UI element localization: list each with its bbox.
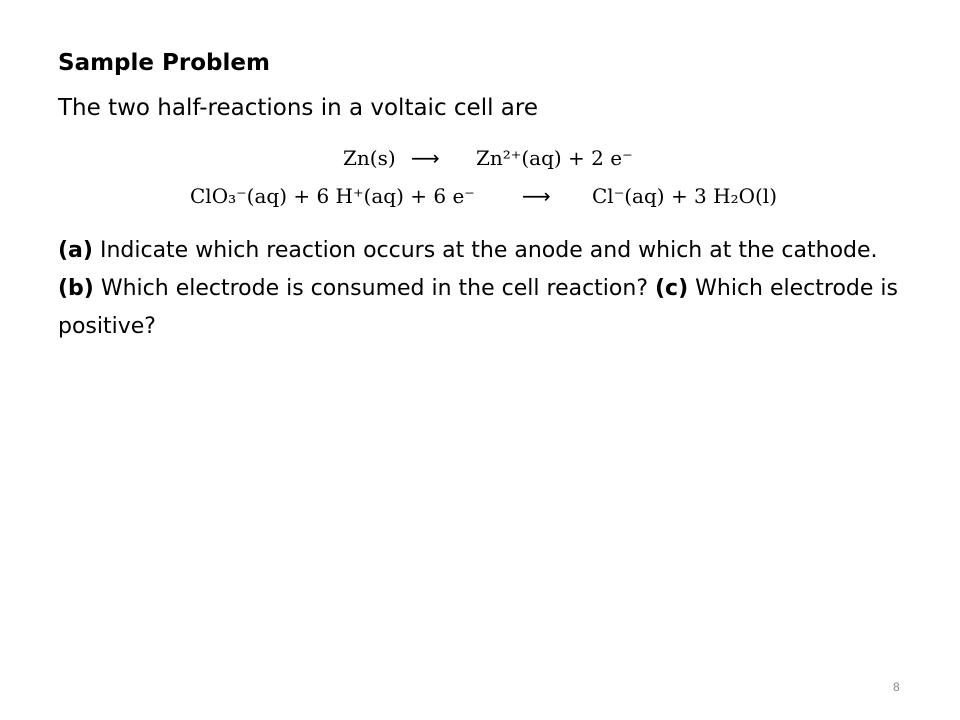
question-c-text: Which electrode is positive? xyxy=(58,276,898,339)
question-b-text: Which electrode is consumed in the cell reaction? xyxy=(93,276,655,301)
equation-row xyxy=(0,184,960,222)
equation-left: Zn(s) xyxy=(343,146,396,170)
equation-right: Zn²⁺(aq) + 2 e⁻ xyxy=(476,146,633,170)
intro-text: The two half-reactions in a voltaic cell are xyxy=(58,95,538,121)
question-a-text: Indicate which reaction occurs at the anode and which at the cathode. xyxy=(92,238,878,263)
question-c-label: (c) xyxy=(655,276,689,301)
equations-block xyxy=(0,146,960,222)
question-b-label: (b) xyxy=(58,276,94,301)
slide-title: Sample Problem xyxy=(58,50,270,76)
equation-left: ClO₃⁻(aq) + 6 H⁺(aq) + 6 e⁻ xyxy=(190,184,475,208)
question-text xyxy=(58,232,908,346)
equation-row xyxy=(0,146,960,184)
page-number: 8 xyxy=(893,680,900,694)
arrow-icon: ⟶ xyxy=(522,184,551,208)
question-a-label: (a) xyxy=(58,238,93,263)
equation-right: Cl⁻(aq) + 3 H₂O(l) xyxy=(592,184,777,208)
arrow-icon: ⟶ xyxy=(411,146,440,170)
